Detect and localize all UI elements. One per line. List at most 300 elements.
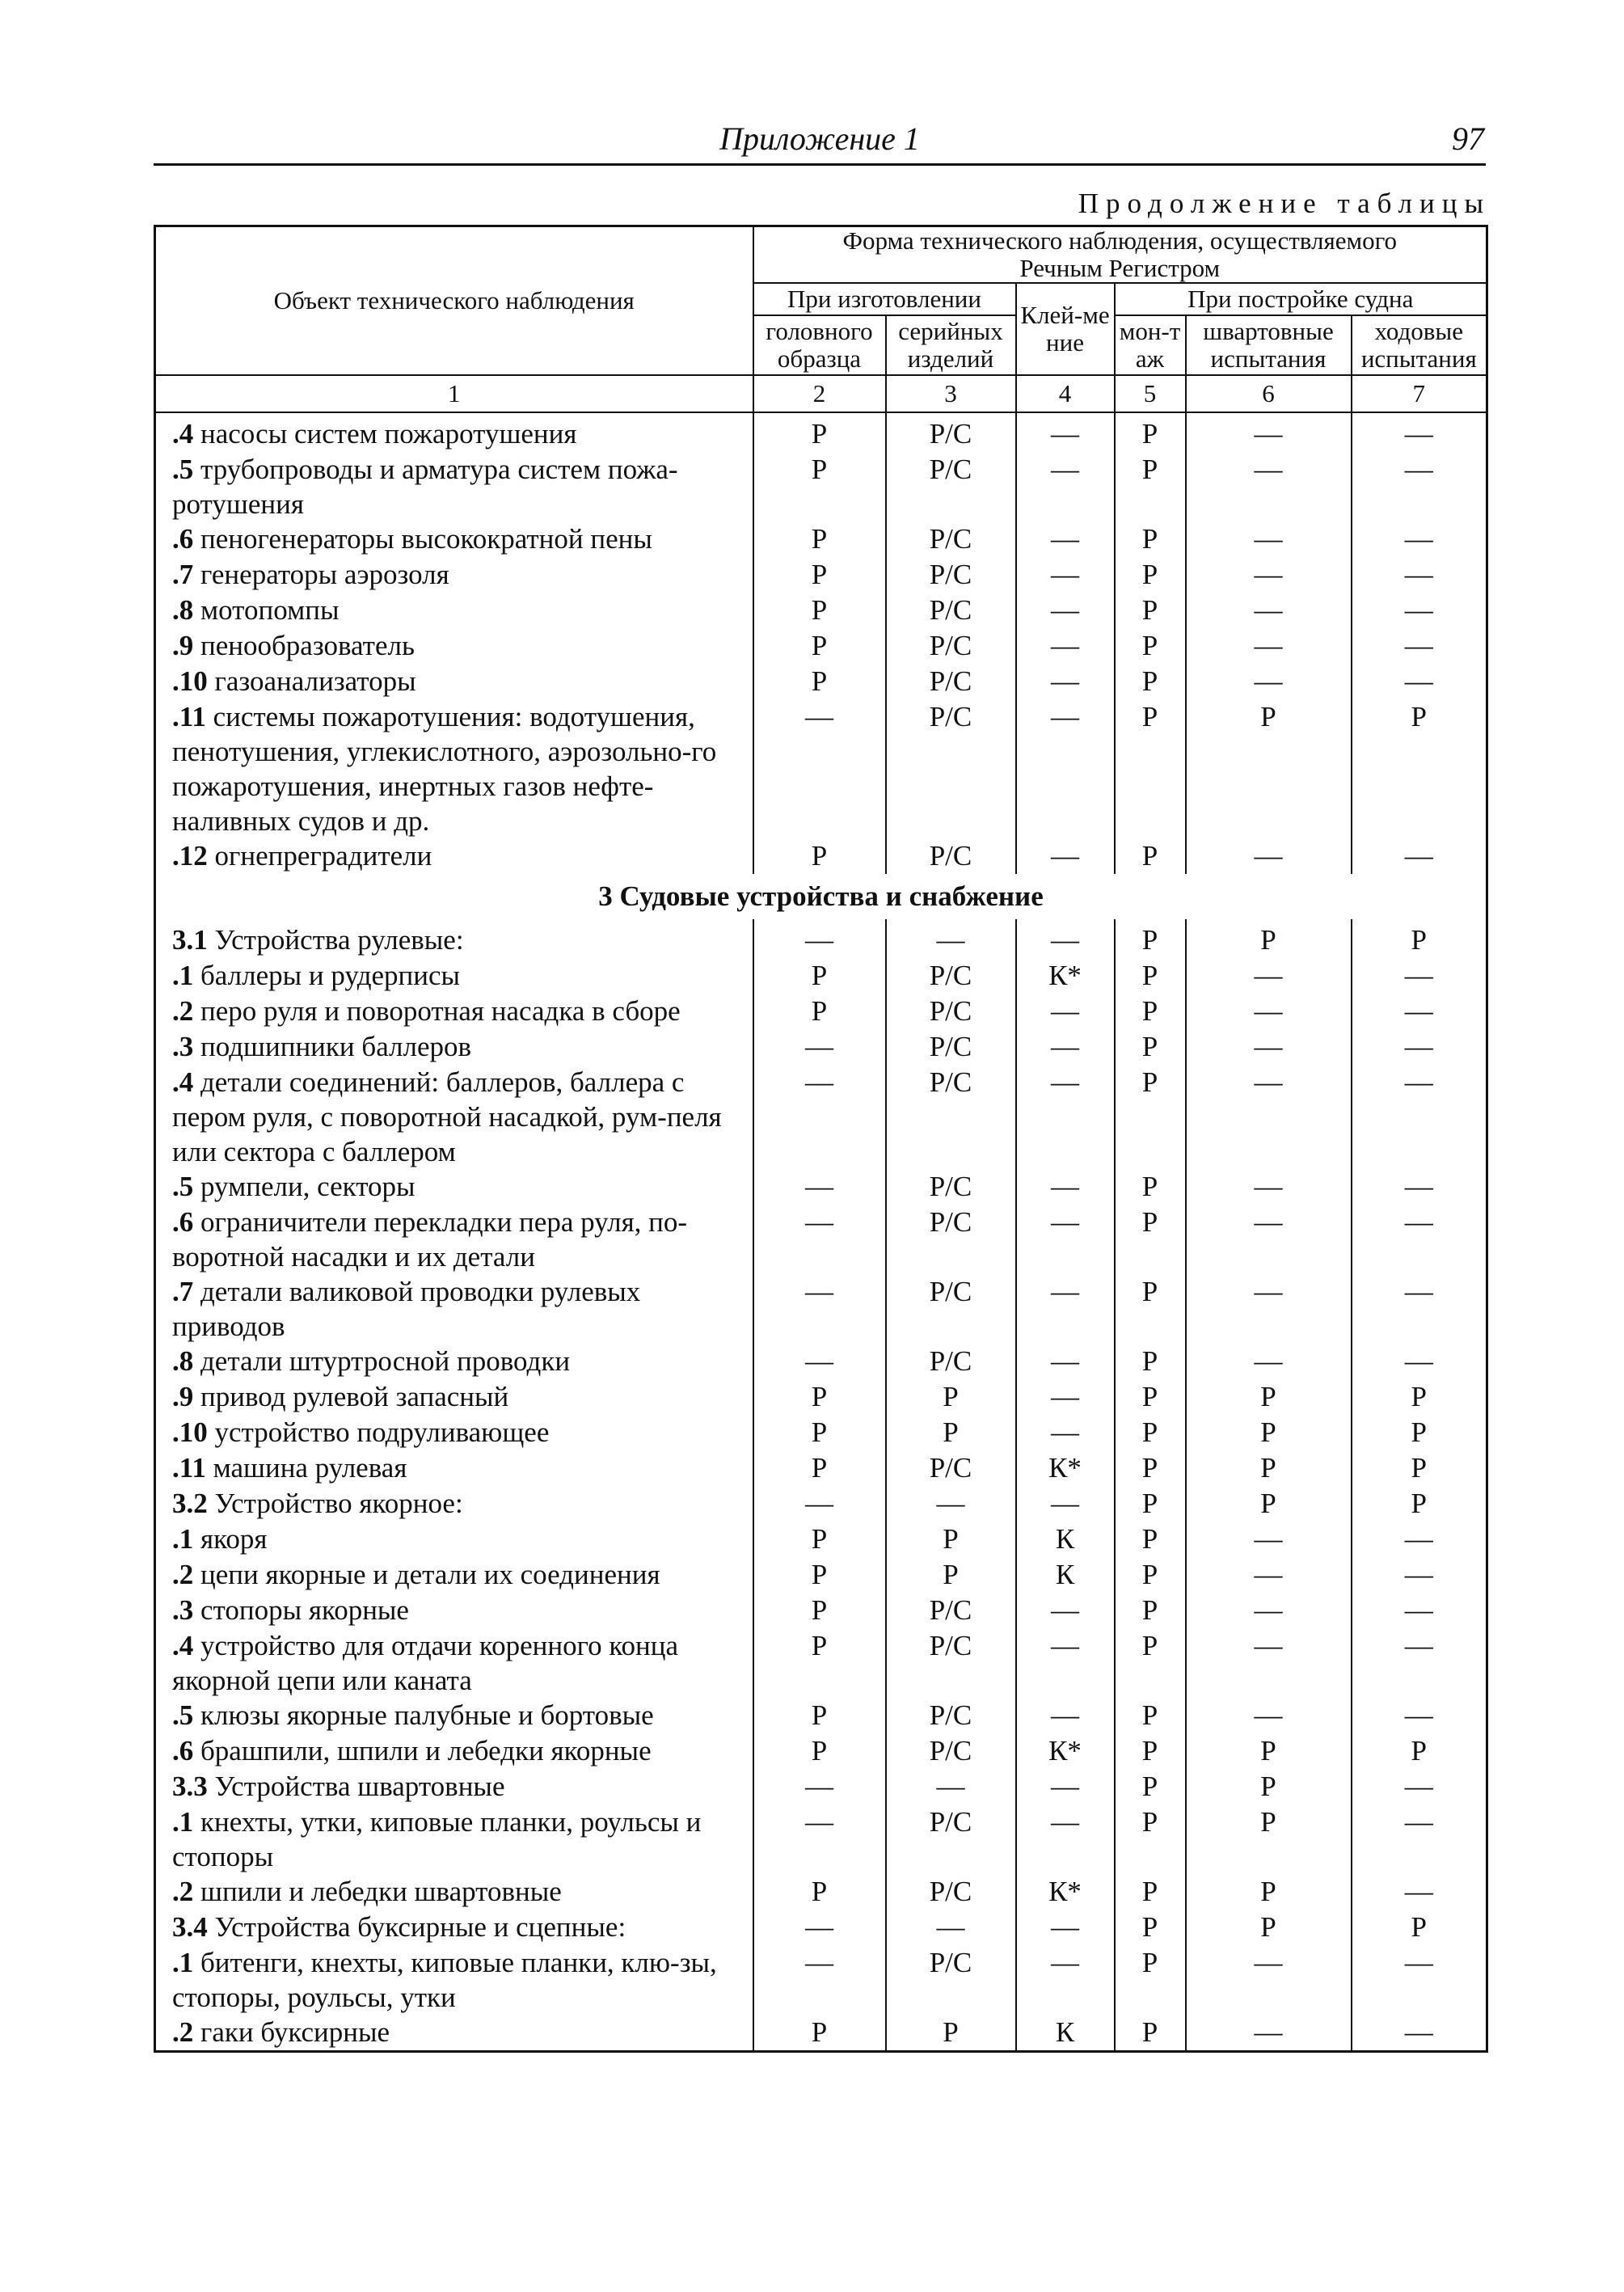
form-value-cell: Р xyxy=(1186,1769,1352,1804)
form-value-cell: — xyxy=(1186,452,1352,521)
item-number: .4 xyxy=(172,418,194,450)
item-text: детали соединений: баллеров, баллера с пером руля, с поворотной насадкой, рум-пеля или сектора с баллером xyxy=(172,1066,722,1167)
item-number: .2 xyxy=(172,2016,194,2048)
form-value-cell: Р xyxy=(886,1522,1016,1557)
item-text: гаки буксирные xyxy=(200,2016,390,2048)
form-value-cell: — xyxy=(1352,1344,1487,1379)
form-value-cell: Р xyxy=(1115,1205,1186,1274)
form-value-cell: Р xyxy=(1352,1733,1487,1769)
form-value-cell: — xyxy=(1016,557,1115,593)
form-value-cell: Р xyxy=(1352,1415,1487,1450)
form-value-cell: — xyxy=(753,1945,886,2015)
item-number: .4 xyxy=(172,1630,194,1661)
form-value-cell: — xyxy=(1016,1593,1115,1628)
item-number: .10 xyxy=(172,665,208,697)
col-installation-header: мон-таж xyxy=(1115,315,1186,375)
item-text: трубопроводы и арматура систем пожа-ротушения xyxy=(172,454,678,520)
form-value-cell: Р xyxy=(1115,1274,1186,1344)
form-value-cell: — xyxy=(753,1344,886,1379)
object-cell xyxy=(155,521,753,557)
form-value-cell: — xyxy=(1016,521,1115,557)
form-value-cell: — xyxy=(1352,1945,1487,2015)
form-value-cell: Р xyxy=(1186,1379,1352,1415)
item-text: мотопомпы xyxy=(200,594,340,626)
table-row xyxy=(155,452,1487,521)
object-cell xyxy=(155,1593,753,1628)
table-row xyxy=(155,1065,1487,1169)
form-value-cell: Р/С xyxy=(886,1344,1016,1379)
form-value-cell: Р xyxy=(1115,1486,1186,1522)
form-value-cell: — xyxy=(1352,1065,1487,1169)
form-value-cell: Р xyxy=(1115,1029,1186,1065)
item-text: пенообразователь xyxy=(200,630,415,661)
form-value-cell: Р xyxy=(1115,838,1186,874)
form-value-cell: Р/С xyxy=(886,1945,1016,2015)
form-value-cell: Р xyxy=(1115,1344,1186,1379)
form-value-cell: — xyxy=(1016,412,1115,452)
form-value-cell: Р/С xyxy=(886,1874,1016,1910)
form-value-cell: Р xyxy=(1115,1522,1186,1557)
col-serial-header: серийных изделий xyxy=(886,315,1016,375)
form-value-cell: — xyxy=(1352,1804,1487,1874)
item-text: румпели, секторы xyxy=(200,1171,415,1202)
table-row xyxy=(155,1522,1487,1557)
form-value-cell: Р xyxy=(1115,1874,1186,1910)
inspection-table-container xyxy=(154,225,1486,2053)
column-number: 4 xyxy=(1016,375,1115,412)
form-value-cell: Р xyxy=(886,1557,1016,1593)
item-number: 3.1 xyxy=(172,924,208,956)
table-row xyxy=(155,557,1487,593)
form-value-cell: Р xyxy=(1115,1804,1186,1874)
form-value-cell: — xyxy=(1186,958,1352,994)
form-value-cell: — xyxy=(1186,1593,1352,1628)
object-cell xyxy=(155,1804,753,1874)
object-cell xyxy=(155,1769,753,1804)
form-value-cell: Р xyxy=(1186,919,1352,958)
object-cell xyxy=(155,919,753,958)
form-value-cell: — xyxy=(1016,1379,1115,1415)
form-value-cell: Р xyxy=(1115,521,1186,557)
form-value-cell: Р xyxy=(1352,699,1487,838)
form-value-cell: Р xyxy=(753,958,886,994)
form-value-cell: Р/С xyxy=(886,628,1016,664)
form-value-cell: — xyxy=(753,1804,886,1874)
item-text: Устройства рулевые: xyxy=(214,924,464,956)
form-value-cell: — xyxy=(1016,919,1115,958)
form-value-cell: Р xyxy=(1115,593,1186,628)
col-sea-header: ходовые испытания xyxy=(1352,315,1487,375)
object-cell xyxy=(155,1874,753,1910)
form-value-cell: — xyxy=(1016,1910,1115,1945)
form-value-cell: — xyxy=(1186,412,1352,452)
form-value-cell: — xyxy=(1186,1205,1352,1274)
form-value-cell: Р xyxy=(1115,2015,1186,2052)
table-row xyxy=(155,1945,1487,2015)
form-value-cell: — xyxy=(1186,521,1352,557)
item-text: машина рулевая xyxy=(213,1452,407,1484)
form-value-cell: — xyxy=(1352,1205,1487,1274)
form-value-cell: Р xyxy=(1115,1628,1186,1698)
table-row xyxy=(155,919,1487,958)
form-value-cell: — xyxy=(1352,1522,1487,1557)
object-cell xyxy=(155,1522,753,1557)
form-value-cell: Р xyxy=(1115,1698,1186,1733)
form-value-cell: Р/С xyxy=(886,557,1016,593)
table-row xyxy=(155,664,1487,699)
item-text: битенги, кнехты, киповые планки, клю-зы, стопоры, роульсы, утки xyxy=(172,1947,717,2013)
form-value-cell: Р/С xyxy=(886,1628,1016,1698)
form-value-cell: — xyxy=(1352,1557,1487,1593)
form-value-cell: — xyxy=(1352,628,1487,664)
form-value-cell: — xyxy=(1016,699,1115,838)
col-form-header: Форма технического наблюдения, осуществляемого Речным Регистром xyxy=(753,226,1487,284)
form-value-cell: Р/С xyxy=(886,838,1016,874)
item-text: пеногенераторы высокократной пены xyxy=(200,523,652,555)
form-value-cell: — xyxy=(1352,1274,1487,1344)
object-cell xyxy=(155,1945,753,2015)
item-number: .3 xyxy=(172,1594,194,1626)
form-value-cell: — xyxy=(1186,1344,1352,1379)
form-value-cell: Р xyxy=(753,1522,886,1557)
form-value-cell: — xyxy=(1016,1205,1115,1274)
table-row xyxy=(155,593,1487,628)
col-prototype-header: головного образца xyxy=(753,315,886,375)
form-value-cell: К xyxy=(1016,2015,1115,2052)
table-row xyxy=(155,1769,1487,1804)
form-value-cell: — xyxy=(753,1910,886,1945)
section-row xyxy=(155,874,1487,919)
column-number-row xyxy=(155,375,1487,412)
form-value-cell: — xyxy=(753,1769,886,1804)
form-value-cell: Р xyxy=(753,994,886,1029)
form-value-cell: — xyxy=(1186,557,1352,593)
inspection-table xyxy=(154,225,1488,2053)
form-value-cell: К xyxy=(1016,1522,1115,1557)
form-value-cell: Р/С xyxy=(886,1593,1016,1628)
object-cell xyxy=(155,412,753,452)
form-value-cell: — xyxy=(1352,1593,1487,1628)
item-number: .2 xyxy=(172,1559,194,1590)
item-number: .5 xyxy=(172,1699,194,1731)
table-row xyxy=(155,521,1487,557)
object-cell xyxy=(155,699,753,838)
form-value-cell: Р xyxy=(1115,1945,1186,2015)
item-text: клюзы якорные палубные и бортовые xyxy=(200,1699,654,1731)
form-value-cell: Р xyxy=(1352,1450,1487,1486)
form-value-cell: Р xyxy=(1115,699,1186,838)
form-value-cell: Р xyxy=(1115,994,1186,1029)
table-row xyxy=(155,1169,1487,1205)
form-value-cell: — xyxy=(1352,1169,1487,1205)
form-value-cell: Р/С xyxy=(886,593,1016,628)
form-value-cell: — xyxy=(1352,2015,1487,2052)
object-cell xyxy=(155,1450,753,1486)
form-value-cell: Р/С xyxy=(886,1169,1016,1205)
form-value-cell: Р/С xyxy=(886,452,1016,521)
table-row xyxy=(155,1344,1487,1379)
form-value-cell: — xyxy=(886,919,1016,958)
col-object-header: Объект технического наблюдения xyxy=(155,226,753,376)
form-value-cell: Р xyxy=(1115,1910,1186,1945)
form-value-cell: Р xyxy=(886,2015,1016,2052)
column-number: 2 xyxy=(753,375,886,412)
form-value-cell: Р xyxy=(1186,1486,1352,1522)
form-value-cell: Р xyxy=(1186,1415,1352,1450)
table-row xyxy=(155,838,1487,874)
item-text: генераторы аэрозоля xyxy=(200,559,449,590)
item-number: .3 xyxy=(172,1031,194,1062)
item-text: системы пожаротушения: водотушения, пенотушения, углекислотного, аэрозольно-го пожаротушения, инертных газов нефте-наливных судов и др. xyxy=(172,701,717,837)
object-cell xyxy=(155,1379,753,1415)
form-value-cell: — xyxy=(1352,838,1487,874)
item-text: шпили и лебедки швартовные xyxy=(200,1876,562,1907)
table-row xyxy=(155,1379,1487,1415)
item-text: газоанализаторы xyxy=(214,665,416,697)
table-row xyxy=(155,1804,1487,1874)
form-value-cell: Р/С xyxy=(886,1029,1016,1065)
form-value-cell: Р xyxy=(1186,699,1352,838)
item-text: перо руля и поворотная насадка в сборе xyxy=(200,995,681,1027)
form-value-cell: Р xyxy=(753,452,886,521)
form-value-cell: — xyxy=(1352,412,1487,452)
form-value-cell: Р xyxy=(1115,1379,1186,1415)
item-number: .9 xyxy=(172,1381,194,1412)
form-value-cell: Р xyxy=(753,412,886,452)
table-row xyxy=(155,1698,1487,1733)
table-row xyxy=(155,1486,1487,1522)
form-value-cell: Р xyxy=(1186,1804,1352,1874)
form-value-cell: Р/С xyxy=(886,699,1016,838)
form-value-cell: — xyxy=(1186,593,1352,628)
object-cell xyxy=(155,1910,753,1945)
form-value-cell: — xyxy=(1352,994,1487,1029)
form-value-cell: — xyxy=(1352,521,1487,557)
form-value-cell: Р xyxy=(753,1593,886,1628)
form-value-cell: Р xyxy=(1115,452,1186,521)
item-text: огнепреградители xyxy=(214,840,432,872)
form-value-cell: — xyxy=(1016,664,1115,699)
item-number: .10 xyxy=(172,1416,208,1448)
table-row xyxy=(155,1029,1487,1065)
form-value-cell: Р/С xyxy=(886,412,1016,452)
object-cell xyxy=(155,838,753,874)
item-number: 3.4 xyxy=(172,1911,208,1943)
item-number: .8 xyxy=(172,1345,194,1377)
col-construction-header: При постройке судна xyxy=(1115,283,1487,315)
form-value-cell: К* xyxy=(1016,1874,1115,1910)
form-value-cell: — xyxy=(1016,1065,1115,1169)
form-value-cell: Р/С xyxy=(886,1733,1016,1769)
form-value-cell: Р xyxy=(753,1415,886,1450)
object-cell xyxy=(155,1628,753,1698)
item-number: .2 xyxy=(172,995,194,1027)
item-number: 3.2 xyxy=(172,1488,208,1519)
page-header-title: Приложение 1 xyxy=(719,120,920,157)
form-value-cell: — xyxy=(1186,1065,1352,1169)
form-value-cell: — xyxy=(886,1769,1016,1804)
item-number: .11 xyxy=(172,1452,206,1484)
form-value-cell: — xyxy=(1016,1486,1115,1522)
form-value-cell: — xyxy=(1186,994,1352,1029)
table-row xyxy=(155,412,1487,452)
form-value-cell: — xyxy=(1352,1029,1487,1065)
item-text: устройство подруливающее xyxy=(214,1416,550,1448)
form-value-cell: — xyxy=(1016,1804,1115,1874)
item-text: привод рулевой запасный xyxy=(200,1381,509,1412)
form-value-cell: — xyxy=(886,1910,1016,1945)
form-value-cell: К* xyxy=(1016,958,1115,994)
object-cell xyxy=(155,958,753,994)
form-value-cell: Р/С xyxy=(886,1065,1016,1169)
item-number: .1 xyxy=(172,1806,194,1838)
form-value-cell: — xyxy=(1352,1698,1487,1733)
form-value-cell: — xyxy=(1352,1769,1487,1804)
object-cell xyxy=(155,1344,753,1379)
table-row xyxy=(155,1910,1487,1945)
item-number: .6 xyxy=(172,1206,194,1238)
form-value-cell: — xyxy=(1186,664,1352,699)
form-value-cell: — xyxy=(1352,1628,1487,1698)
item-text: брашпили, шпили и лебедки якорные xyxy=(200,1735,652,1766)
form-value-cell: — xyxy=(1016,1628,1115,1698)
form-value-cell: — xyxy=(1016,1029,1115,1065)
col-branding-header: Клей-мение xyxy=(1016,283,1115,375)
column-number: 1 xyxy=(155,375,753,412)
table-continuation-label: Продолжение таблицы xyxy=(1078,188,1491,219)
item-text: Устройства буксирные и сцепные: xyxy=(214,1911,626,1943)
form-value-cell: — xyxy=(1186,838,1352,874)
form-value-cell: Р/С xyxy=(886,664,1016,699)
form-value-cell: Р xyxy=(753,1450,886,1486)
item-text: детали валиковой проводки рулевых приводов xyxy=(172,1276,641,1342)
object-cell xyxy=(155,1733,753,1769)
object-cell xyxy=(155,2015,753,2052)
form-value-cell: — xyxy=(1352,557,1487,593)
item-text: подшипники баллеров xyxy=(200,1031,472,1062)
table-row xyxy=(155,1557,1487,1593)
column-number: 5 xyxy=(1115,375,1186,412)
table-row xyxy=(155,699,1487,838)
form-value-cell: — xyxy=(753,1065,886,1169)
object-cell xyxy=(155,1169,753,1205)
form-value-cell: — xyxy=(1016,1169,1115,1205)
table-row xyxy=(155,994,1487,1029)
object-cell xyxy=(155,557,753,593)
object-cell xyxy=(155,1415,753,1450)
object-cell xyxy=(155,1205,753,1274)
object-cell xyxy=(155,994,753,1029)
form-value-cell: — xyxy=(1186,2015,1352,2052)
form-value-cell: — xyxy=(1186,1945,1352,2015)
item-text: Устройство якорное: xyxy=(214,1488,463,1519)
item-number: .12 xyxy=(172,840,208,872)
form-value-cell: — xyxy=(1016,1415,1115,1450)
form-value-cell: Р/С xyxy=(886,1450,1016,1486)
form-value-cell: Р xyxy=(1115,664,1186,699)
form-value-cell: — xyxy=(1016,593,1115,628)
column-number: 6 xyxy=(1186,375,1352,412)
form-value-cell: — xyxy=(753,1486,886,1522)
table-row xyxy=(155,628,1487,664)
table-row xyxy=(155,1593,1487,1628)
item-text: устройство для отдачи коренного конца якорной цепи или каната xyxy=(172,1630,679,1696)
item-number: .1 xyxy=(172,960,194,991)
form-value-cell: — xyxy=(1016,628,1115,664)
item-number: .8 xyxy=(172,594,194,626)
form-value-cell: Р xyxy=(753,557,886,593)
item-text: детали штуртросной проводки xyxy=(200,1345,571,1377)
table-row xyxy=(155,958,1487,994)
form-value-cell: К* xyxy=(1016,1450,1115,1486)
object-cell xyxy=(155,1557,753,1593)
form-value-cell: — xyxy=(1352,664,1487,699)
form-value-cell: Р/С xyxy=(886,1274,1016,1344)
form-value-cell: Р xyxy=(1115,1169,1186,1205)
item-text: якоря xyxy=(200,1523,268,1555)
form-value-cell: — xyxy=(753,919,886,958)
item-text: Устройства швартовные xyxy=(214,1771,505,1802)
item-number: .9 xyxy=(172,630,194,661)
item-text: цепи якорные и детали их соединения xyxy=(200,1559,660,1590)
form-value-cell: — xyxy=(1016,452,1115,521)
form-value-cell: — xyxy=(753,1029,886,1065)
form-value-cell: Р/С xyxy=(886,1804,1016,1874)
item-number: .5 xyxy=(172,1171,194,1202)
object-cell xyxy=(155,628,753,664)
object-cell xyxy=(155,1065,753,1169)
form-value-cell: — xyxy=(1016,838,1115,874)
item-number: .2 xyxy=(172,1876,194,1907)
form-value-cell: Р xyxy=(1186,1874,1352,1910)
table-row xyxy=(155,1274,1487,1344)
table-row xyxy=(155,1415,1487,1450)
table-row xyxy=(155,1628,1487,1698)
item-number: 3.3 xyxy=(172,1771,208,1802)
form-value-cell: Р xyxy=(1186,1450,1352,1486)
object-cell xyxy=(155,1029,753,1065)
table-row xyxy=(155,2015,1487,2052)
form-value-cell: Р xyxy=(1115,1733,1186,1769)
item-text: кнехты, утки, киповые планки, роульсы и стопоры xyxy=(172,1806,702,1872)
form-value-cell: — xyxy=(1016,1769,1115,1804)
page-header xyxy=(154,121,1486,166)
form-value-cell: Р xyxy=(1352,1379,1487,1415)
form-value-cell: Р xyxy=(1115,919,1186,958)
form-value-cell: — xyxy=(1186,1522,1352,1557)
column-number: 7 xyxy=(1352,375,1487,412)
object-cell xyxy=(155,1486,753,1522)
form-value-cell: Р xyxy=(1352,919,1487,958)
form-value-cell: — xyxy=(1186,1274,1352,1344)
column-number: 3 xyxy=(886,375,1016,412)
item-text: насосы систем пожаротушения xyxy=(200,418,577,450)
form-value-cell: Р xyxy=(1186,1733,1352,1769)
object-cell xyxy=(155,452,753,521)
form-value-cell: — xyxy=(886,1486,1016,1522)
form-value-cell: Р xyxy=(753,1628,886,1698)
form-value-cell: Р xyxy=(886,1379,1016,1415)
form-value-cell: — xyxy=(1352,958,1487,994)
item-number: .5 xyxy=(172,454,194,485)
form-value-cell: — xyxy=(753,1205,886,1274)
form-value-cell: — xyxy=(1016,1344,1115,1379)
form-value-cell: — xyxy=(1016,1945,1115,2015)
form-value-cell: Р xyxy=(1352,1486,1487,1522)
form-value-cell: Р xyxy=(1115,1415,1186,1450)
item-number: .6 xyxy=(172,1735,194,1766)
item-number: .7 xyxy=(172,559,194,590)
